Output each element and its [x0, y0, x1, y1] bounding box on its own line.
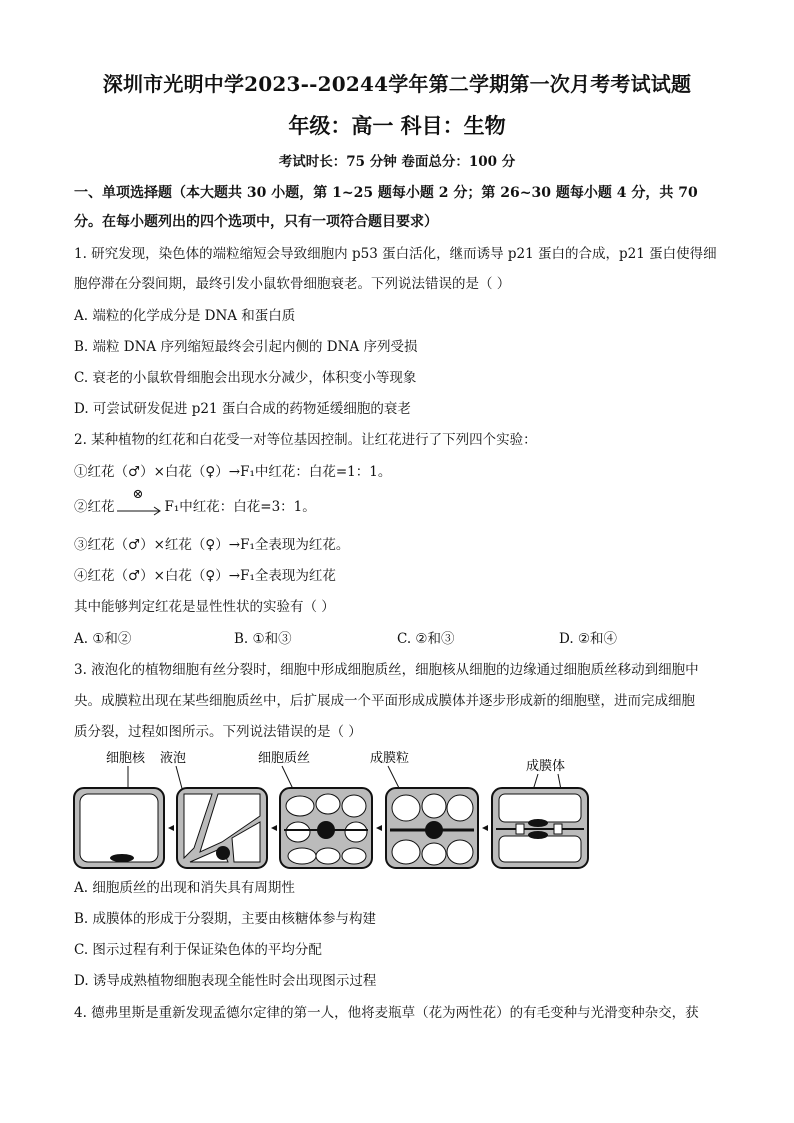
q2-option-a[interactable]: A. ①和② — [74, 631, 132, 647]
label-vacuole: 液泡 — [160, 751, 187, 766]
cell-stage-4 — [386, 788, 478, 868]
cell-stage-2 — [177, 788, 267, 868]
q1-stem-line1: 1. 研究发现，染色体的端粒缩短会导致细胞内 p53 蛋白活化，继而诱导 p21 蛋白的合成，p21 蛋白使得细 — [74, 246, 717, 262]
cell-stage-1 — [74, 788, 164, 868]
q2-experiment-4: ④红花（♂）×白花（♀）→F₁全表现为红花 — [74, 568, 336, 584]
q2-exp2-post: F₁中红花：白花=3：1。 — [164, 499, 316, 515]
q1-option-a[interactable]: A. 端粒的化学成分是 DNA 和蛋白质 — [74, 308, 296, 324]
q3-option-d[interactable]: D. 诱导成熟植物细胞表现全能性时会出现图示过程 — [74, 973, 377, 989]
grade-subject: 年级：高一 科目：生物 — [288, 113, 506, 138]
cell-division-figure — [72, 748, 602, 876]
q3-stem-line3: 质分裂，过程如图所示。下列说法错误的是（ ） — [74, 724, 362, 740]
label-phragmoplast: 成膜体 — [526, 759, 566, 774]
section-heading-line1: 一、单项选择题（本大题共 30 小题，第 1~25 题每小题 2 分；第 26~30 题每小题 4 分，共 70 — [74, 185, 698, 201]
label-nucleus: 细胞核 — [106, 751, 146, 766]
q2-stem: 2. 某种植物的红花和白花受一对等位基因控制。让红花进行了下列四个实验： — [74, 432, 537, 448]
selfing-symbol: ⊗ — [132, 487, 144, 502]
arrow-icon — [115, 497, 165, 517]
q3-stem-line1: 3. 液泡化的植物细胞有丝分裂时，细胞中形成细胞质丝，细胞核从细胞的边缘通过细胞质丝移动到细胞中 — [74, 662, 699, 678]
q4-stem-line1: 4. 德弗里斯是重新发现孟德尔定律的第一人，他将麦瓶草（花为两性花）的有毛变种与光滑变种杂交，获 — [74, 1005, 699, 1021]
q2-experiment-3: ③红花（♂）×红花（♀）→F₁全表现为红花。 — [74, 537, 350, 553]
q3-stem-line2: 央。成膜粒出现在某些细胞质丝中，后扩展成一个平面形成成膜体并逐步形成新的细胞壁，进而完成细胞 — [74, 693, 695, 709]
q3-option-a[interactable]: A. 细胞质丝的出现和消失具有周期性 — [74, 880, 295, 896]
q3-option-b[interactable]: B. 成膜体的形成于分裂期，主要由核糖体参与构建 — [74, 911, 377, 927]
q1-option-c[interactable]: C. 衰老的小鼠软骨细胞会出现水分减少，体积变小等现象 — [74, 370, 417, 386]
q2-exp2-pre: ②红花 — [74, 499, 115, 515]
selfing-arrow — [115, 487, 165, 517]
exam-title: 深圳市光明中学2023--20244学年第二学期第一次月考考试试题 — [102, 72, 692, 96]
q1-option-d[interactable]: D. 可尝试研发促进 p21 蛋白合成的药物延缓细胞的衰老 — [74, 401, 411, 417]
q1-stem-line2: 胞停滞在分裂间期，最终引发小鼠软骨细胞衰老。下列说法错误的是（ ） — [74, 276, 511, 292]
q1-option-b[interactable]: B. 端粒 DNA 序列缩短最终会引起内侧的 DNA 序列受损 — [74, 339, 418, 355]
q2-question: 其中能够判定红花是显性性状的实验有（ ） — [74, 599, 335, 615]
exam-info: 考试时长：75 分钟 卷面总分：100 分 — [278, 154, 516, 170]
q2-option-d[interactable]: D. ②和④ — [559, 631, 618, 647]
cell-division-diagram — [72, 748, 602, 876]
cell-stage-3 — [280, 788, 372, 868]
label-phragmosome: 成膜粒 — [370, 751, 410, 766]
cell-stage-5 — [492, 788, 588, 868]
q2-experiment-2 — [74, 487, 724, 517]
section-heading-line2: 分。在每小题列出的四个选项中，只有一项符合题目要求） — [74, 214, 438, 230]
q2-option-b[interactable]: B. ①和③ — [234, 631, 292, 647]
q3-option-c[interactable]: C. 图示过程有利于保证染色体的平均分配 — [74, 942, 322, 958]
q2-option-c[interactable]: C. ②和③ — [397, 631, 455, 647]
q2-experiment-1: ①红花（♂）×白花（♀）→F₁中红花：白花=1：1。 — [74, 464, 392, 480]
label-cytoplasmic-strand: 细胞质丝 — [258, 751, 311, 766]
